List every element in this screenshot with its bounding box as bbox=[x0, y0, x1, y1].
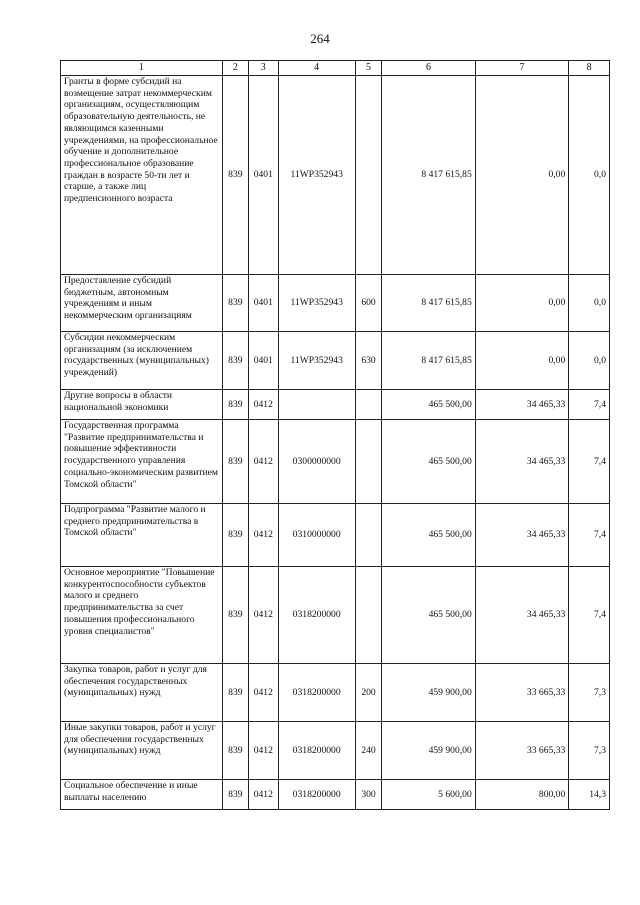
cell-actual: 33 665,33 bbox=[475, 664, 569, 722]
row-name: Предоставление субсидий бюджетным, автономным учреждениям и иным некоммерческим организациям bbox=[61, 275, 223, 332]
table-row bbox=[61, 722, 610, 780]
row-name: Социальное обеспечение и иные выплаты населению bbox=[61, 780, 223, 810]
header-col-2: 2 bbox=[222, 61, 248, 76]
cell-plan: 8 417 615,85 bbox=[382, 76, 476, 275]
cell-target-code: 0310000000 bbox=[278, 504, 355, 567]
cell-admin-code: 839 bbox=[222, 332, 248, 390]
cell-expense-type bbox=[355, 390, 381, 420]
table-row bbox=[61, 332, 610, 390]
cell-plan: 8 417 615,85 bbox=[382, 275, 476, 332]
table-row bbox=[61, 567, 610, 664]
cell-plan: 465 500,00 bbox=[382, 504, 476, 567]
cell-percent: 7,3 bbox=[569, 664, 610, 722]
cell-section-code: 0412 bbox=[249, 780, 278, 810]
cell-percent: 7,4 bbox=[569, 390, 610, 420]
cell-plan: 465 500,00 bbox=[382, 390, 476, 420]
cell-plan: 459 900,00 bbox=[382, 722, 476, 780]
cell-expense-type bbox=[355, 420, 381, 504]
cell-target-code: 0318200000 bbox=[278, 664, 355, 722]
cell-actual: 0,00 bbox=[475, 275, 569, 332]
cell-percent: 0,0 bbox=[569, 275, 610, 332]
page-number: 264 bbox=[310, 31, 330, 46]
cell-section-code: 0401 bbox=[249, 275, 278, 332]
cell-target-code: 0318200000 bbox=[278, 780, 355, 810]
cell-admin-code: 839 bbox=[222, 76, 248, 275]
cell-admin-code: 839 bbox=[222, 780, 248, 810]
table-header-row bbox=[61, 61, 610, 76]
cell-actual: 0,00 bbox=[475, 76, 569, 275]
cell-target-code: 11WP352943 bbox=[278, 275, 355, 332]
cell-percent: 7,3 bbox=[569, 722, 610, 780]
cell-target-code: 11WP352943 bbox=[278, 76, 355, 275]
cell-section-code: 0412 bbox=[249, 722, 278, 780]
cell-admin-code: 839 bbox=[222, 722, 248, 780]
cell-percent: 0,0 bbox=[569, 76, 610, 275]
table-row bbox=[61, 76, 610, 275]
row-name: Другие вопросы в области национальной экономики bbox=[61, 390, 223, 420]
cell-section-code: 0412 bbox=[249, 390, 278, 420]
cell-admin-code: 839 bbox=[222, 420, 248, 504]
row-name: Государственная программа "Развитие предпринимательства и повышение эффективности государственного управления социально-экономическим развитием Томской области" bbox=[61, 420, 223, 504]
header-col-7: 7 bbox=[475, 61, 569, 76]
cell-plan: 465 500,00 bbox=[382, 567, 476, 664]
cell-admin-code: 839 bbox=[222, 664, 248, 722]
header-col-8: 8 bbox=[569, 61, 610, 76]
cell-expense-type: 630 bbox=[355, 332, 381, 390]
cell-section-code: 0401 bbox=[249, 76, 278, 275]
cell-expense-type bbox=[355, 504, 381, 567]
cell-target-code bbox=[278, 390, 355, 420]
cell-section-code: 0401 bbox=[249, 332, 278, 390]
cell-target-code: 0318200000 bbox=[278, 567, 355, 664]
cell-plan: 8 417 615,85 bbox=[382, 332, 476, 390]
cell-actual: 34 465,33 bbox=[475, 567, 569, 664]
cell-expense-type: 200 bbox=[355, 664, 381, 722]
row-name: Иные закупки товаров, работ и услуг для обеспечения государственных (муниципальных) нужд bbox=[61, 722, 223, 780]
cell-percent: 7,4 bbox=[569, 567, 610, 664]
row-name: Основное мероприятие "Повышение конкурентоспособности субъектов малого и среднего предпринимательства за счет повышения профессионального уровня специалистов" bbox=[61, 567, 223, 664]
cell-percent: 7,4 bbox=[569, 420, 610, 504]
cell-expense-type bbox=[355, 567, 381, 664]
cell-expense-type: 240 bbox=[355, 722, 381, 780]
cell-plan: 5 600,00 bbox=[382, 780, 476, 810]
cell-actual: 800,00 bbox=[475, 780, 569, 810]
table-row bbox=[61, 390, 610, 420]
cell-actual: 33 665,33 bbox=[475, 722, 569, 780]
cell-percent: 7,4 bbox=[569, 504, 610, 567]
table-row bbox=[61, 504, 610, 567]
table-row bbox=[61, 420, 610, 504]
cell-target-code: 0300000000 bbox=[278, 420, 355, 504]
table-row bbox=[61, 780, 610, 810]
budget-table bbox=[60, 60, 610, 810]
cell-actual: 34 465,33 bbox=[475, 390, 569, 420]
cell-admin-code: 839 bbox=[222, 567, 248, 664]
cell-section-code: 0412 bbox=[249, 420, 278, 504]
cell-actual: 34 465,33 bbox=[475, 420, 569, 504]
cell-section-code: 0412 bbox=[249, 664, 278, 722]
cell-percent: 14,3 bbox=[569, 780, 610, 810]
header-col-6: 6 bbox=[382, 61, 476, 76]
cell-section-code: 0412 bbox=[249, 567, 278, 664]
cell-actual: 0,00 bbox=[475, 332, 569, 390]
cell-plan: 465 500,00 bbox=[382, 420, 476, 504]
cell-plan: 459 900,00 bbox=[382, 664, 476, 722]
cell-target-code: 11WP352943 bbox=[278, 332, 355, 390]
header-col-3: 3 bbox=[249, 61, 278, 76]
table-row bbox=[61, 275, 610, 332]
header-col-5: 5 bbox=[355, 61, 381, 76]
table-row bbox=[61, 664, 610, 722]
cell-expense-type bbox=[355, 76, 381, 275]
row-name: Подпрограмма "Развитие малого и среднего предпринимательства в Томской области" bbox=[61, 504, 223, 567]
header-col-4: 4 bbox=[278, 61, 355, 76]
row-name: Закупка товаров, работ и услуг для обеспечения государственных (муниципальных) нужд bbox=[61, 664, 223, 722]
header-col-1: 1 bbox=[61, 61, 223, 76]
row-name: Гранты в форме субсидий на возмещение затрат некоммерческим организациям, осуществляющим образовательную деятельность, не являющимся казенными учреждениями, на профессиональное обучение и дополнительное профессиональное образование граждан в возрасте 50-ти лет и старше, а также лиц предпенсионного возраста bbox=[61, 76, 223, 275]
cell-expense-type: 600 bbox=[355, 275, 381, 332]
cell-expense-type: 300 bbox=[355, 780, 381, 810]
cell-section-code: 0412 bbox=[249, 504, 278, 567]
cell-admin-code: 839 bbox=[222, 504, 248, 567]
cell-actual: 34 465,33 bbox=[475, 504, 569, 567]
cell-admin-code: 839 bbox=[222, 390, 248, 420]
row-name: Субсидии некоммерческим организациям (за исключением государственных (муниципальных) учреждений) bbox=[61, 332, 223, 390]
cell-percent: 0,0 bbox=[569, 332, 610, 390]
cell-target-code: 0318200000 bbox=[278, 722, 355, 780]
cell-admin-code: 839 bbox=[222, 275, 248, 332]
